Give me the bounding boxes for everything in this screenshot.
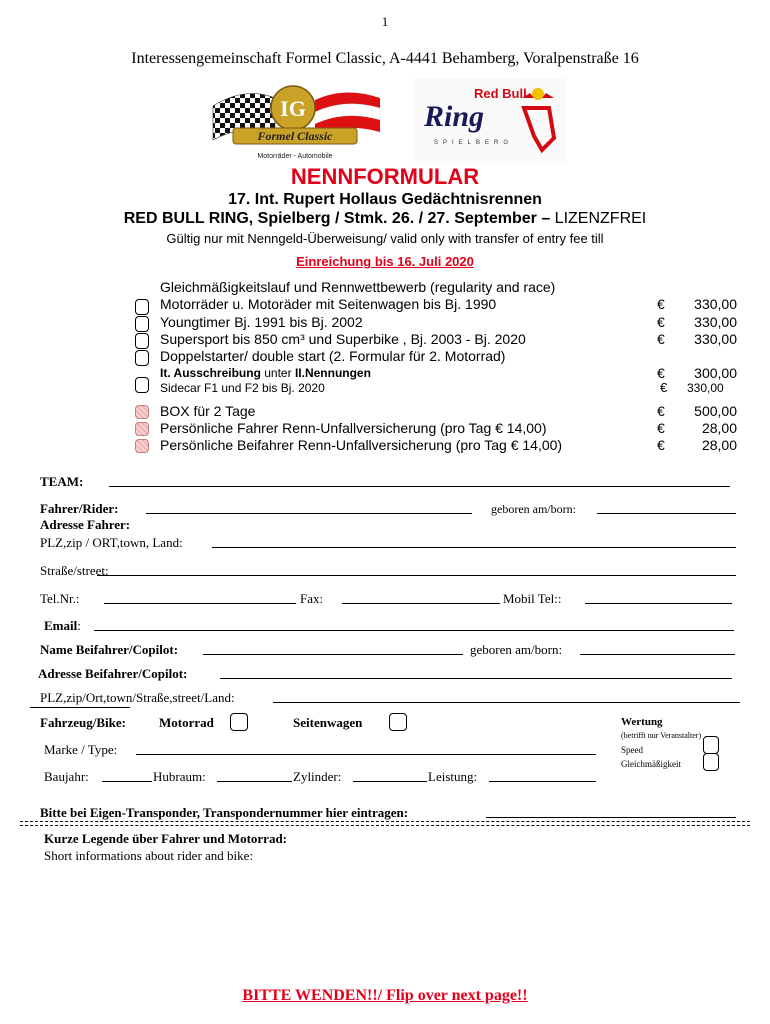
vehicle-label: Fahrzeug/Bike: <box>40 715 126 730</box>
ausschreibung-line <box>160 366 371 380</box>
rider-plz-label: PLZ,zip / ORT,town, Land: <box>40 535 183 550</box>
mobil-field[interactable] <box>585 603 732 604</box>
zylinder-label: Zylinder: <box>293 769 342 784</box>
copilot-name-field[interactable] <box>203 654 463 655</box>
form-title: NENNFORMULAR <box>290 164 480 189</box>
email-label-line <box>44 618 81 634</box>
extra-checkbox-copilot-insurance[interactable] <box>135 439 149 458</box>
ausschreibung-bold: It. Ausschreibung <box>160 366 261 380</box>
transponder-label: Bitte bei Eigen-Transponder, Transpondernummer hier eintragen: <box>40 805 409 820</box>
flip-page-notice: BITTE WENDEN!!/ Flip over next page!! <box>242 987 528 1004</box>
sidecar-label: Sidecar F1 und F2 bis Bj. 2020 <box>160 381 325 395</box>
seitenwagen-label: Seitenwagen <box>293 715 363 730</box>
team-field[interactable] <box>109 486 730 487</box>
logo-brand-text: Red Bull <box>474 86 527 101</box>
deadline: Einreichung bis 16. Juli 2020 <box>296 254 474 269</box>
copilot-address-label: Adresse Beifahrer/Copilot: <box>38 666 188 681</box>
copilot-address-field[interactable] <box>220 678 732 679</box>
option-price: 330,00 <box>694 331 737 347</box>
wertung-label: Wertung <box>621 716 663 728</box>
sidecar-currency: € <box>660 380 668 395</box>
legend-textarea[interactable] <box>44 866 734 976</box>
validity-note: Gültig nur mit Nenngeld-Überweisung/ valid only with transfer of entry fee till <box>166 231 604 246</box>
legend-title: Kurze Legende über Fahrer und Motorrad: <box>44 831 288 846</box>
fax-label: Fax: <box>300 591 324 606</box>
street-field[interactable] <box>97 575 736 576</box>
hubraum-field[interactable] <box>217 781 292 782</box>
fax-field[interactable] <box>342 603 500 604</box>
option-price: 330,00 <box>694 296 737 312</box>
tel-label: Tel.Nr.: <box>40 591 80 606</box>
option-currency: € <box>657 314 665 330</box>
hubraum-label: Hubraum: <box>153 769 206 784</box>
extra-currency: € <box>657 420 665 436</box>
email-label: Email <box>44 618 78 633</box>
double-separator <box>20 821 750 826</box>
option-checkbox-double-start[interactable] <box>135 350 149 371</box>
leistung-label: Leistung: <box>428 769 478 784</box>
tel-field[interactable] <box>104 603 296 604</box>
option-price: 330,00 <box>694 314 737 330</box>
red-bull-ring-logo <box>414 78 566 164</box>
leistung-field[interactable] <box>489 781 596 782</box>
email-field[interactable] <box>94 630 734 631</box>
gleich-checkbox[interactable] <box>703 753 719 776</box>
extra-label: Persönliche Fahrer Renn-Unfallversicherung (pro Tag € 14,00) <box>160 420 547 436</box>
venue-bold: RED BULL RING, Spielberg / Stmk. 26. / 27. September – <box>123 210 551 227</box>
logo-spielberg-text: SPIELBERG <box>434 140 514 146</box>
baujahr-field[interactable] <box>102 781 152 782</box>
option-label: Supersport bis 850 cm³ und Superbike , Bj. 2003 - Bj. 2020 <box>160 331 526 347</box>
ausschreibung-bold2: II.Nennungen <box>294 366 371 380</box>
extra-currency: € <box>657 437 665 453</box>
rider-plz-field[interactable] <box>212 547 736 548</box>
speed-label: Speed <box>621 745 643 755</box>
extra-price: 500,00 <box>694 403 737 419</box>
logo-sub-text: Motorräder - Automobile <box>257 153 333 160</box>
legend-subtitle: Short informations about rider and bike: <box>44 848 254 863</box>
ausschreibung-currency: € <box>657 365 665 381</box>
sidecar-price: 330,00 <box>687 381 724 395</box>
logo-script-text: Formel Classic <box>257 129 333 143</box>
rider-name-field[interactable] <box>146 513 472 514</box>
category-header: Gleichmäßigkeitslauf und Rennwettbewerb (regularity and race) <box>160 279 556 295</box>
venue-line <box>0 210 770 228</box>
copilot-born-field[interactable] <box>580 654 735 655</box>
extra-price: 28,00 <box>701 420 737 436</box>
wertung-note: (betrifft nur Veranstalter) <box>621 731 702 740</box>
gleich-label: Gleichmäßigkeit <box>621 759 681 769</box>
street-label: Straße/street: <box>40 563 109 578</box>
red-bull-ring-graphic <box>414 78 566 164</box>
option-label: Youngtimer Bj. 1991 bis Bj. 2002 <box>160 314 363 330</box>
logo-ig-text: IG <box>280 96 306 121</box>
marke-label: Marke / Type: <box>44 742 118 757</box>
extra-currency: € <box>657 403 665 419</box>
mobil-label: Mobil Tel:: <box>503 591 562 606</box>
transponder-field[interactable] <box>486 817 736 818</box>
marke-field[interactable] <box>136 754 596 755</box>
zylinder-field[interactable] <box>353 781 427 782</box>
email-colon: : <box>77 618 81 633</box>
extra-label: Persönliche Beifahrer Renn-Unfallversicherung (pro Tag € 14,00) <box>160 437 563 453</box>
team-label: TEAM: <box>40 474 84 489</box>
ausschreibung-normal: unter <box>260 366 295 380</box>
motorrad-checkbox[interactable] <box>230 713 248 736</box>
copilot-label: Name Beifahrer/Copilot: <box>40 642 179 657</box>
seitenwagen-checkbox[interactable] <box>389 713 407 736</box>
copilot-plz-field[interactable] <box>273 702 740 703</box>
section-divider <box>30 707 130 708</box>
rider-address-label: Adresse Fahrer: <box>40 517 131 532</box>
organization-line: Interessengemeinschaft Formel Classic, A-4441 Behamberg, Voralpenstraße 16 <box>131 50 639 67</box>
ausschreibung-price: 300,00 <box>694 365 737 381</box>
rider-born-field[interactable] <box>597 513 736 514</box>
logo-ring-text: Ring <box>424 100 485 133</box>
extra-price: 28,00 <box>701 437 737 453</box>
rider-label: Fahrer/Rider: <box>40 501 119 516</box>
baujahr-label: Baujahr: <box>44 769 89 784</box>
option-currency: € <box>657 331 665 347</box>
formel-classic-logo <box>205 78 385 168</box>
option-checkbox-sidecar[interactable] <box>135 377 149 398</box>
copilot-born-label: geboren am/born: <box>470 642 563 657</box>
option-label: Motorräder u. Motoräder mit Seitenwagen bis Bj. 1990 <box>160 296 497 312</box>
formel-classic-logo-graphic <box>205 78 385 168</box>
option-label: Doppelstarter/ double start (2. Formular für 2. Motorrad) <box>160 348 506 364</box>
licence-free: LIZENZFREI <box>550 210 647 227</box>
extra-label: BOX für 2 Tage <box>160 403 256 419</box>
rider-born-label: geboren am/born: <box>491 502 576 516</box>
page-number: 1 <box>381 14 389 29</box>
event-title: 17. Int. Rupert Hollaus Gedächtnisrennen <box>228 191 542 208</box>
option-currency: € <box>657 296 665 312</box>
copilot-plz-label: PLZ,zip/Ort,town/Straße,street/Land: <box>40 690 235 705</box>
motorrad-label: Motorrad <box>159 715 214 730</box>
